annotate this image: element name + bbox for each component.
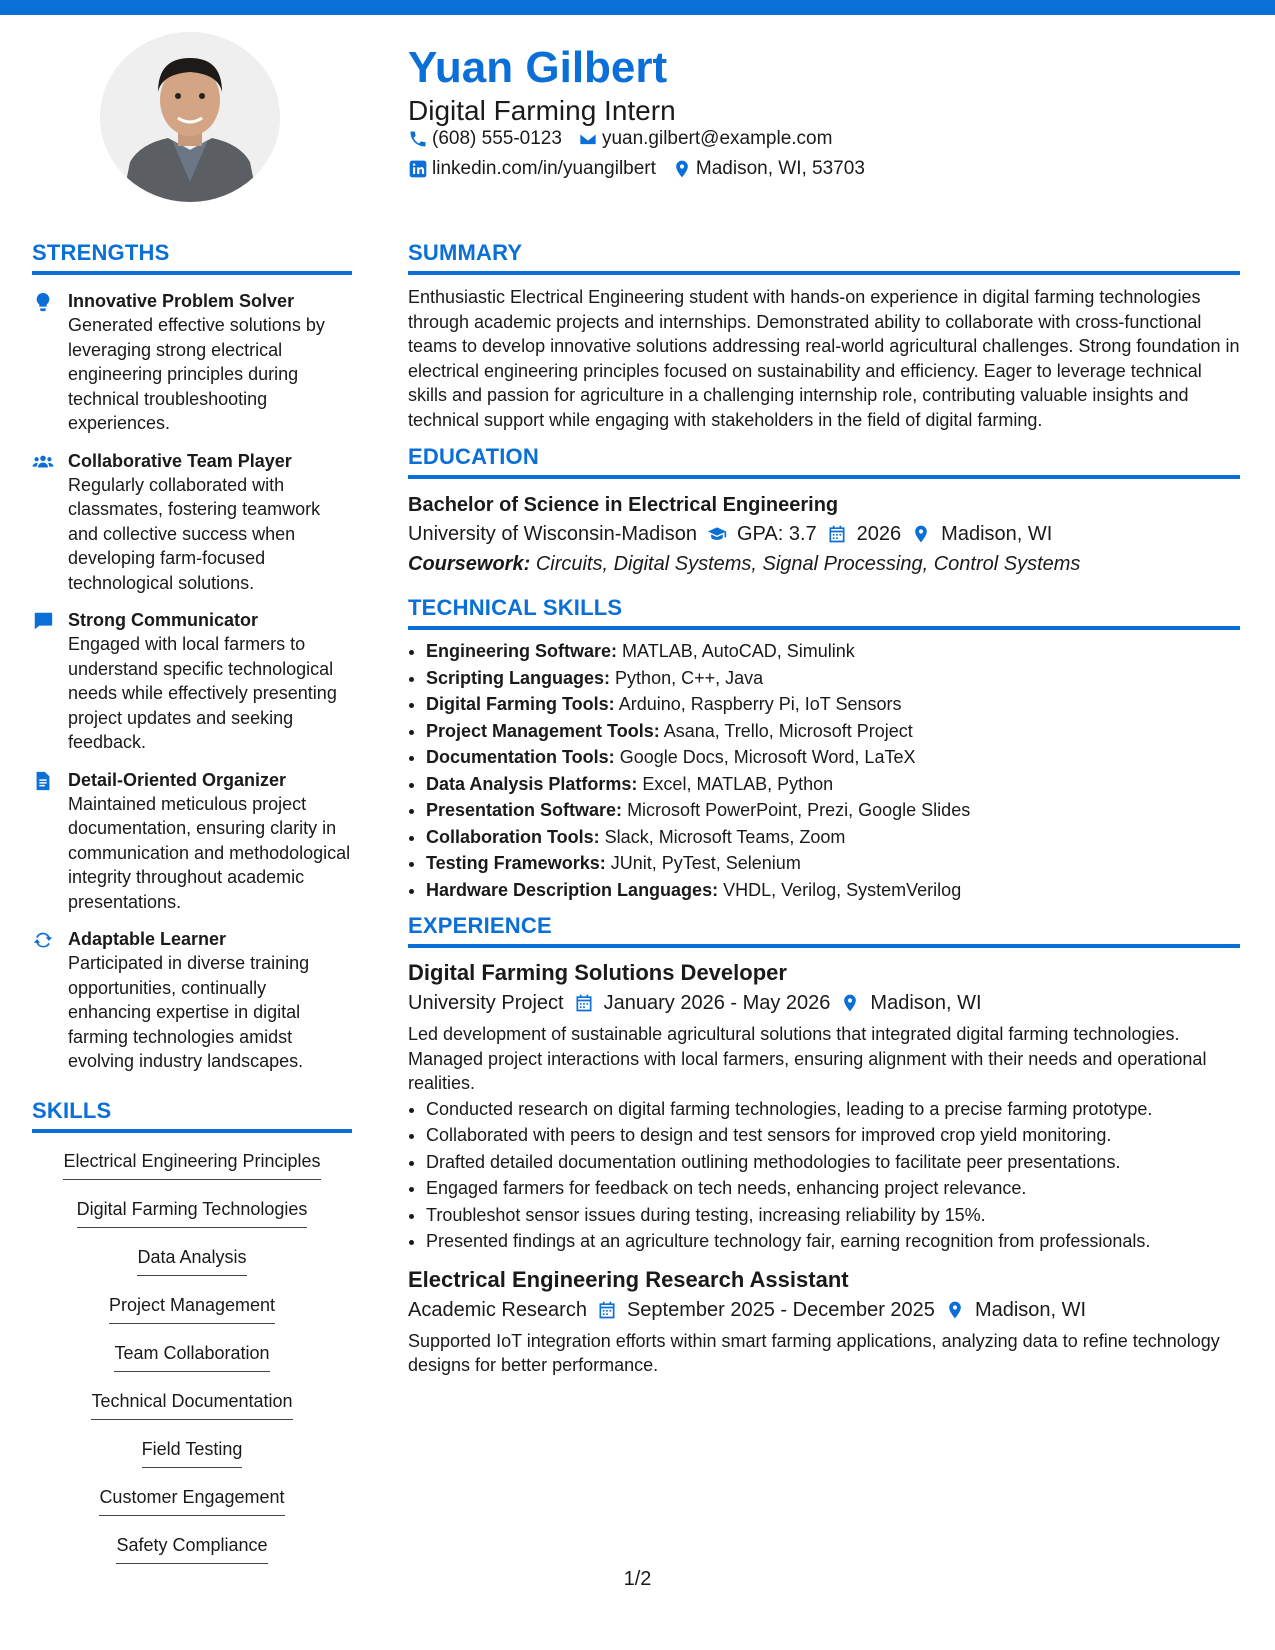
skill-label: Collaboration Tools: bbox=[426, 826, 600, 847]
job-meta bbox=[408, 988, 1240, 1018]
strength-text: Engaged with local farmers to understand specific technological needs while effectively presenting project updates and seeking feedback. bbox=[68, 634, 337, 752]
job-meta bbox=[408, 1295, 1240, 1325]
list-item bbox=[426, 771, 1240, 798]
skill-item: Electrical Engineering Principles bbox=[63, 1145, 320, 1180]
skill-value: Excel, MATLAB, Python bbox=[642, 773, 834, 794]
skill-value: MATLAB, AutoCAD, Simulink bbox=[622, 641, 855, 661]
document-icon bbox=[32, 770, 54, 792]
technical-skills-list bbox=[408, 638, 1240, 903]
job-location: Madison, WI bbox=[870, 992, 982, 1014]
list-item: • Collaborated with peers to design and test sensors for improved crop yield monitoring. bbox=[426, 1122, 1240, 1149]
top-accent-bar bbox=[0, 0, 1275, 15]
skill-item: Project Management bbox=[109, 1289, 275, 1324]
profile-photo bbox=[100, 32, 280, 202]
summary-text: Enthusiastic Electrical Engineering student with hands-on experience in digital farming technologies through academic projects and internships. Demonstrated ability to collaborate with cross-functional teams to develop innovative solutions addressing real-world agricultural challenges. Strong foundation in electrical engineering principles focused on sustainability and efficiency. Eager to leverage technical skills and passion for agriculture in a challenging internship role, contributing valuable insights and technical support while engaging with stakeholders in the field of digital farming. bbox=[408, 287, 1240, 430]
skill-label: Digital Farming Tools: bbox=[426, 694, 615, 714]
page-number: 1/2 bbox=[623, 1568, 652, 1590]
job-description: Led development of sustainable agricultural solutions that integrated digital farming technologies. Managed project interactions with local farmers, ensuring alignment with their needs and operational realities. bbox=[408, 1024, 1207, 1093]
skill-label: Testing Frameworks: bbox=[426, 853, 606, 873]
skill-item: Technical Documentation bbox=[91, 1385, 292, 1420]
job-bullets bbox=[408, 1096, 1240, 1255]
contact-row-2 bbox=[408, 158, 865, 180]
skill-item: Customer Engagement bbox=[99, 1481, 284, 1516]
graduation-cap-icon bbox=[707, 524, 727, 544]
skill-label: Presentation Software: bbox=[426, 800, 623, 820]
strength-item bbox=[32, 768, 352, 915]
list-item bbox=[426, 691, 1240, 718]
map-pin-icon bbox=[945, 1300, 965, 1320]
left-column bbox=[32, 240, 352, 1577]
job-org: University Project bbox=[408, 992, 564, 1014]
education-location: Madison, WI bbox=[941, 523, 1053, 545]
list-item: • Engaged farmers for feedback on tech needs, enhancing project relevance. bbox=[426, 1175, 1240, 1202]
list-item bbox=[426, 877, 1240, 904]
list-item bbox=[426, 718, 1240, 745]
skill-value: Microsoft PowerPoint, Prezi, Google Slides bbox=[627, 800, 971, 820]
strength-title: Detail-Oriented Organizer bbox=[68, 769, 287, 790]
coursework-label: Coursework: bbox=[408, 553, 531, 575]
job-location: Madison, WI bbox=[974, 1298, 1087, 1321]
skill-value: Asana, Trello, Microsoft Project bbox=[663, 720, 913, 741]
skill-label: Documentation Tools: bbox=[426, 747, 615, 767]
strength-title: Adaptable Learner bbox=[68, 929, 227, 949]
skill-value: Google Docs, Microsoft Word, LaTeX bbox=[619, 747, 916, 767]
contact-email[interactable] bbox=[578, 128, 833, 150]
job-title: Electrical Engineering Research Assistant bbox=[408, 1266, 849, 1292]
gpa: GPA: 3.7 bbox=[736, 523, 817, 545]
job-dates: January 2026 - May 2026 bbox=[603, 992, 831, 1014]
list-item bbox=[426, 850, 1240, 877]
skill-value: Slack, Microsoft Teams, Zoom bbox=[604, 826, 846, 847]
skill-value: Python, C++, Java bbox=[615, 667, 764, 688]
strength-item bbox=[32, 608, 352, 755]
skills-heading: SKILLS bbox=[32, 1098, 352, 1133]
contact-row-1 bbox=[408, 128, 832, 150]
skill-value: Arduino, Raspberry Pi, IoT Sensors bbox=[618, 694, 902, 714]
list-item bbox=[426, 665, 1240, 692]
calendar-icon bbox=[597, 1300, 617, 1320]
chat-icon bbox=[32, 610, 54, 632]
skill-item: Field Testing bbox=[142, 1433, 243, 1468]
location-text: Madison, WI, 53703 bbox=[695, 158, 865, 179]
skill-label: Data Analysis Platforms: bbox=[426, 773, 638, 794]
map-pin-icon bbox=[911, 524, 931, 544]
technical-skills-heading: TECHNICAL SKILLS bbox=[408, 595, 1240, 630]
email-text: yuan.gilbert@example.com bbox=[601, 128, 833, 149]
list-item bbox=[426, 638, 1240, 665]
skill-value: JUnit, PyTest, Selenium bbox=[610, 853, 801, 873]
map-pin-icon bbox=[672, 159, 692, 179]
strength-item bbox=[32, 927, 352, 1074]
job-title: Digital Farming Solutions Developer bbox=[408, 960, 787, 985]
calendar-icon bbox=[827, 524, 847, 544]
candidate-title: Digital Farming Intern bbox=[408, 95, 676, 126]
skills-list bbox=[32, 1145, 352, 1577]
map-pin-icon bbox=[840, 993, 860, 1013]
skill-label: Project Management Tools: bbox=[426, 720, 660, 741]
right-column bbox=[408, 240, 1240, 1378]
phone-icon bbox=[408, 129, 428, 149]
strength-text: Generated effective solutions by leveraging strong electrical engineering principles during technical troubleshooting experiences. bbox=[68, 315, 325, 433]
skill-item: Safety Compliance bbox=[116, 1529, 267, 1564]
school-name: University of Wisconsin-Madison bbox=[408, 523, 697, 545]
degree-title: Bachelor of Science in Electrical Engineering bbox=[408, 494, 839, 516]
skill-label: Hardware Description Languages: bbox=[426, 879, 719, 900]
linkedin-text: linkedin.com/in/yuangilbert bbox=[432, 158, 656, 179]
strength-title: Collaborative Team Player bbox=[68, 450, 292, 471]
list-item bbox=[426, 824, 1240, 851]
list-item: • Troubleshot sensor issues during testing, increasing reliability by 15%. bbox=[426, 1202, 1240, 1229]
summary-heading: SUMMARY bbox=[408, 240, 1240, 275]
strength-item bbox=[32, 289, 352, 436]
education-meta bbox=[408, 519, 1240, 549]
graduation-year: 2026 bbox=[856, 523, 902, 545]
skill-item: Data Analysis bbox=[137, 1241, 246, 1276]
skill-label: Engineering Software: bbox=[426, 641, 618, 661]
envelope-icon bbox=[578, 129, 598, 149]
skill-item: Digital Farming Technologies bbox=[77, 1193, 308, 1228]
list-item: • Conducted research on digital farming technologies, leading to a precise farming prototype. bbox=[426, 1096, 1240, 1123]
phone-text: (608) 555-0123 bbox=[432, 128, 562, 149]
skill-value: VHDL, Verilog, SystemVerilog bbox=[723, 879, 962, 900]
job-org: Academic Research bbox=[408, 1298, 587, 1321]
list-item bbox=[426, 744, 1240, 771]
sync-icon bbox=[32, 929, 54, 951]
strength-text: Participated in diverse training opportunities, continually enhancing expertise in digital farming technologies amidst evolving industry landscapes. bbox=[68, 953, 310, 1071]
skill-label: Scripting Languages: bbox=[426, 667, 611, 688]
coursework-list: Circuits, Digital Systems, Signal Processing, Control Systems bbox=[535, 553, 1081, 575]
linkedin-icon bbox=[408, 159, 428, 179]
job-description: Supported IoT integration efforts within smart farming applications, analyzing data to refine technology designs for better performance. bbox=[408, 1330, 1220, 1375]
list-item: • Presented findings at an agriculture technology fair, earning recognition from professionals. bbox=[426, 1228, 1240, 1255]
users-icon bbox=[32, 451, 54, 473]
strength-text: Maintained meticulous project documentation, ensuring clarity in communication and methodological integrity throughout academic presentations. bbox=[68, 793, 351, 912]
calendar-icon bbox=[574, 993, 594, 1013]
strength-item bbox=[32, 449, 352, 596]
contact-phone bbox=[408, 128, 562, 150]
job-entry bbox=[408, 958, 1240, 1255]
job-dates: September 2025 - December 2025 bbox=[626, 1298, 935, 1321]
strength-title: Innovative Problem Solver bbox=[68, 291, 295, 311]
coursework bbox=[408, 549, 1240, 579]
strength-text: Regularly collaborated with classmates, fostering teamwork and collective success when developing farm-focused technological solutions. bbox=[68, 474, 321, 593]
strength-title: Strong Communicator bbox=[68, 610, 259, 630]
strengths-heading: STRENGTHS bbox=[32, 240, 352, 275]
contact-location bbox=[672, 158, 865, 180]
experience-heading: EXPERIENCE bbox=[408, 913, 1240, 948]
list-item bbox=[426, 797, 1240, 824]
candidate-name: Yuan Gilbert bbox=[408, 43, 668, 92]
education-heading: EDUCATION bbox=[408, 444, 1240, 479]
list-item: • Drafted detailed documentation outlining methodologies to facilitate peer presentations. bbox=[426, 1149, 1240, 1176]
lightbulb-icon bbox=[32, 291, 54, 313]
contact-linkedin[interactable] bbox=[408, 158, 656, 180]
job-entry bbox=[408, 1265, 1240, 1378]
skill-item: Team Collaboration bbox=[114, 1337, 269, 1372]
